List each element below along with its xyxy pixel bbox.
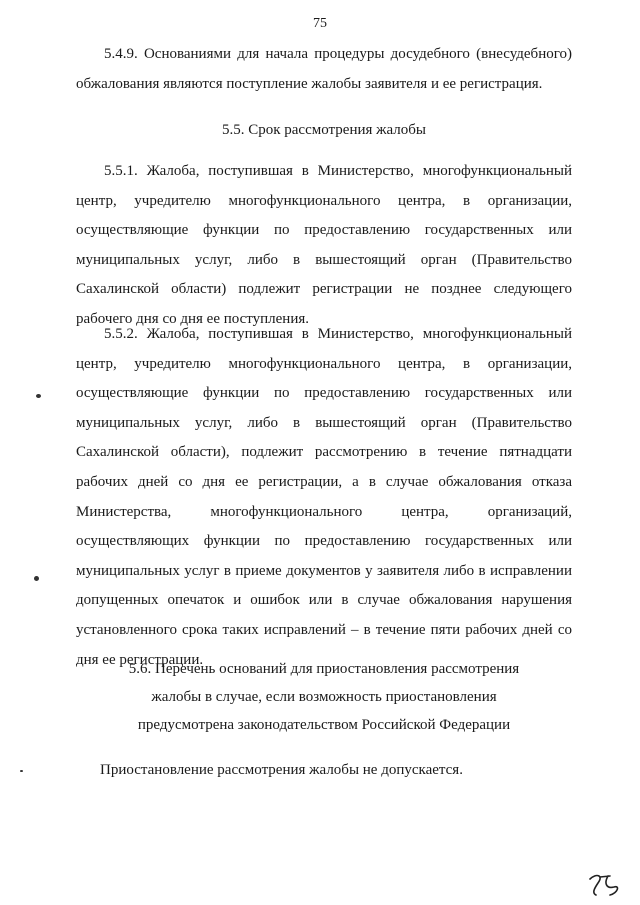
- scan-speck: [20, 770, 23, 772]
- handwritten-page-mark: [586, 871, 626, 899]
- heading-5-6-line-1: 5.6. Перечень оснований для приостановления рассмотрения: [128, 661, 520, 677]
- paragraph-5-5-1: 5.5.1. Жалоба, поступившая в Министерство, многофункциональный центр, учредителю многофункционального центра, в организации, осуществляющие функции по предоставлению государственных или муниципальных услуг, либо в вышестоящий орган (Правительство Сахалинской области) подлежит регистрации не позднее следующего рабочего дня со дня ее поступления.: [76, 163, 572, 327]
- section-heading-5-6: [76, 655, 572, 739]
- paragraph-5-5-2: 5.5.2. Жалоба, поступившая в Министерство, многофункциональный центр, учредителю многофункционального центра, в организации, осуществляющие функции по предоставлению государственных или муниципальных услуг, либо в вышестоящий орган (Правительство Сахалинской области), подлежит рассмотрению в течение пятнадцати рабочих дней со дня ее регистрации, а в случае обжалования отказа Министерства, многофункционального центра, организаций, осуществляющих функции по предоставлению государственных или муниципальных услуг в приеме документов у заявителя либо в исправлении допущенных опечаток и ошибок или в случае обжалования нарушения установленного срока таких исправлений – в течение пяти рабочих дней со дня ее регистрации.: [76, 326, 572, 668]
- scan-speck: [36, 394, 41, 398]
- heading-5-6-line-2: жалобы в случае, если возможность приостановления: [151, 689, 497, 705]
- paragraph-5-4-9: 5.4.9. Основаниями для начала процедуры досудебного (внесудебного) обжалования являются поступление жалобы заявителя и ее регистрация.: [76, 46, 572, 92]
- heading-5-6-line-3: предусмотрена законодательством Российской Федерации: [137, 717, 511, 733]
- scan-speck: [34, 576, 39, 581]
- page-number: 75: [313, 16, 327, 31]
- section-heading-5-5: 5.5. Срок рассмотрения жалобы: [221, 122, 426, 138]
- paragraph-5-6-body: Приостановление рассмотрения жалобы не допускается.: [100, 762, 463, 778]
